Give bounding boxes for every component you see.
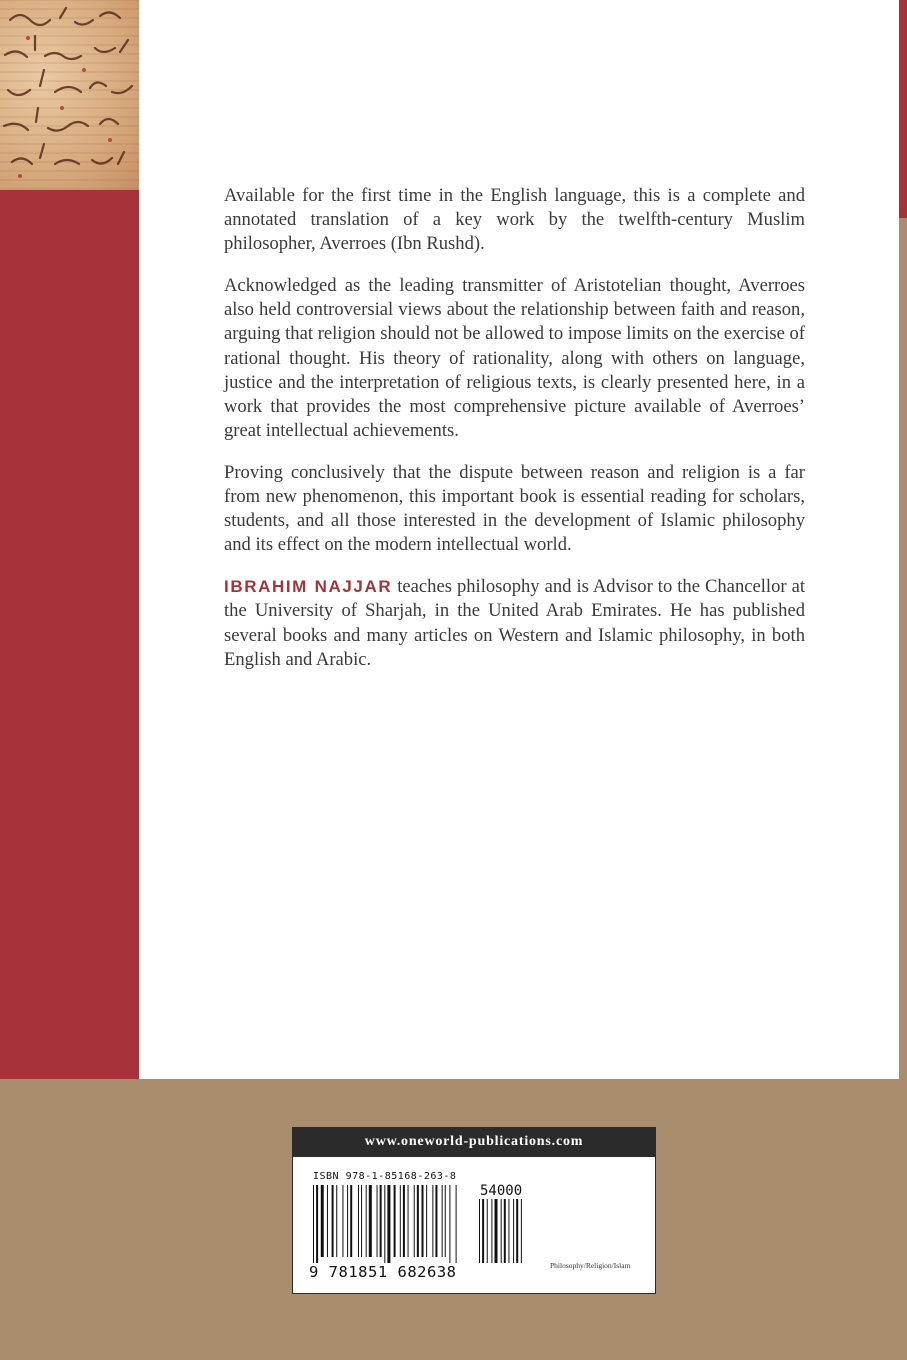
barcode-addon-bar [508,1199,509,1263]
barcode-addon-bar [521,1199,522,1263]
barcode-bar [342,1185,343,1257]
barcode-bar [316,1185,318,1263]
isbn-label: ISBN 978-1-85168-263-8 [313,1171,457,1182]
manuscript-image [0,0,139,190]
right-strip-red [899,0,907,218]
barcode-addon-bar [501,1199,502,1263]
barcode-box [292,1157,656,1294]
blurb-paragraph-3: Proving conclusively that the dispute between reason and religion is a far from new phenomenon, this important book is essential reading for scholars, students, and all those interested in the development of Islamic philosophy and its effect on the modern intellectual world. [224,461,805,556]
barcode-bar [417,1185,419,1257]
barcode-bar [347,1185,348,1257]
barcode-bar [400,1185,401,1257]
red-side-band [0,190,139,1079]
category-label: Philosophy/Religion/Islam [550,1261,631,1270]
blurb-paragraph-1: Available for the first time in the English language, this is a complete and annotated translation of a key work by the twelfth-century Muslim philosopher, Averroes (Ibn Rushd). [224,185,805,255]
barcode-digits: 9 781851 682638 [309,1263,457,1281]
author-bio-text: teaches philosophy and is Advisor to the Chancellor at the University of Sharjah, in the United Arab Emirates. He has published several books and many articles on Western and Islamic philosophy, in both English and Arabic. [224,576,805,670]
barcode-bar [332,1185,334,1257]
right-strip-tan [899,218,907,1079]
barcode-bar [377,1185,378,1257]
barcode-addon-bar [504,1199,506,1263]
barcode-bar [361,1185,362,1257]
barcode-bar [403,1185,405,1257]
barcode-bar [384,1185,385,1263]
barcode-bar [442,1185,443,1257]
barcode-bar [394,1185,396,1257]
barcode-bar [369,1185,372,1257]
blurb-paragraph-2: Acknowledged as the leading transmitter of Aristotelian thought, Averroes also held controversial views about the relationship between faith and reason, arguing that religion should not be allowed to impose limits on the exercise of rational thought. His theory of rationality, along with others on language, justice and the interpretation of religious texts, is clearly presented here, in a work that provides the most comprehensive picture available of Averroes’ great intellectual achievements. [224,275,805,441]
blurb [224,184,805,690]
barcode-bar [432,1185,433,1257]
barcode-bar [449,1185,450,1263]
barcode-bar [321,1185,324,1257]
barcode-bar [426,1185,427,1257]
barcode-bar [358,1185,359,1257]
barcode-bar [445,1185,446,1257]
barcode-addon-bar [482,1199,484,1263]
barcode-bar [313,1185,314,1263]
barcode-bar [408,1185,409,1257]
barcode-bar [414,1185,415,1257]
publisher-url[interactable]: www.oneworld-publications.com [292,1127,656,1157]
barcode-bar [366,1185,367,1257]
author-bio [224,575,805,671]
barcode-addon-bar [491,1199,492,1263]
barcode-bar [387,1185,390,1263]
barcode-addon-bar [479,1199,480,1263]
author-name: IBRAHIM NAJJAR [224,577,393,597]
barcode-addon-bar [495,1199,498,1263]
barcode-icon [313,1185,543,1265]
price-code: 54000 [480,1183,523,1199]
barcode-bar [422,1185,424,1257]
barcode-addon-bar [513,1199,514,1263]
barcode-bar [435,1185,437,1257]
barcode-addon-bar [516,1199,518,1263]
barcode-bar [336,1185,337,1257]
barcode-bar [350,1185,352,1257]
barcode-bar [456,1185,457,1263]
barcode-bar [327,1185,328,1257]
barcode-addon-bar [487,1199,488,1263]
calligraphy-illustration [0,0,139,190]
barcode-bar [380,1185,382,1257]
